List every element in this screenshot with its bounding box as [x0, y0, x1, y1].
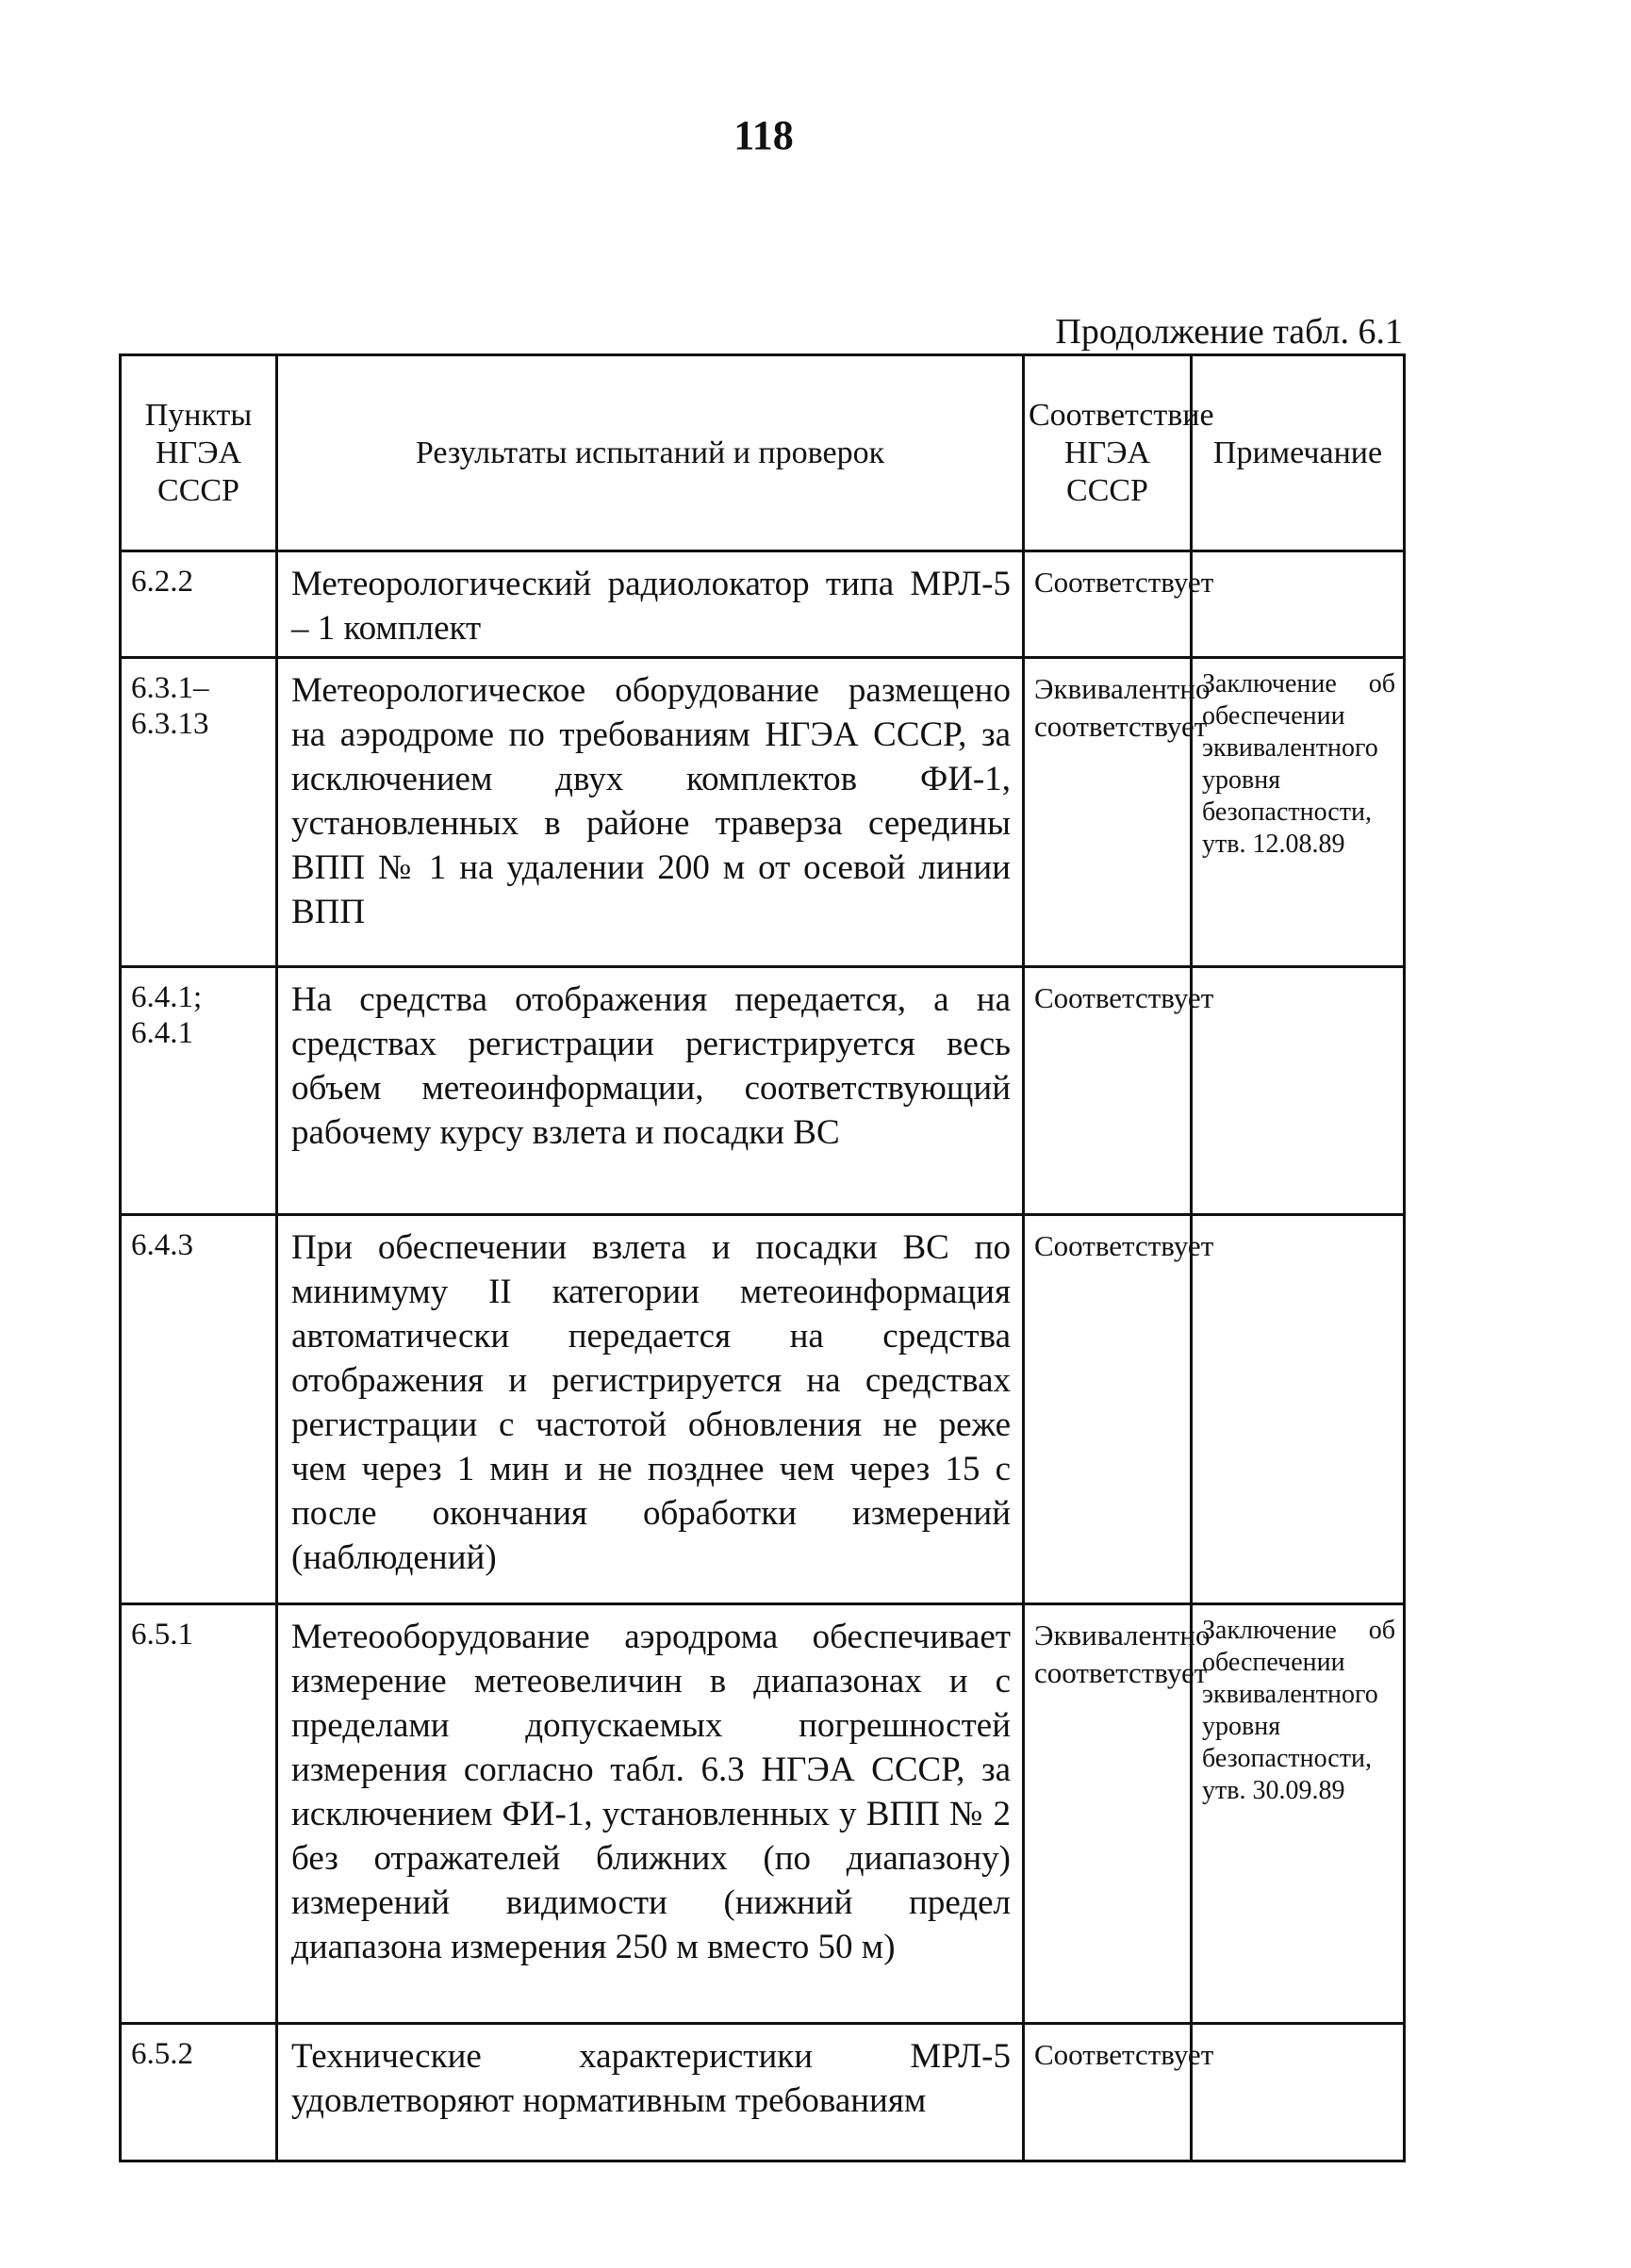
table-row — [121, 658, 1405, 967]
table-row — [121, 1604, 1405, 2024]
header-compliance: Соответствие НГЭА СССР — [1024, 355, 1192, 551]
point-cell: 6.5.2 — [121, 2024, 277, 2161]
point-cell: 6.3.1– 6.3.13 — [121, 658, 277, 967]
note-cell — [1192, 551, 1405, 658]
compliance-cell: Соответствует — [1024, 2024, 1192, 2161]
point-cell: 6.4.1; 6.4.1 — [121, 967, 277, 1215]
header-point: Пункты НГЭА СССР — [121, 355, 277, 551]
point-cell: 6.2.2 — [121, 551, 277, 658]
table-row — [121, 1215, 1405, 1604]
compliance-cell: Эквивалентно соответствует — [1024, 658, 1192, 967]
point-cell: 6.4.3 — [121, 1215, 277, 1604]
header-note: Примечание — [1192, 355, 1405, 551]
compliance-cell: Соответствует — [1024, 551, 1192, 658]
table-row — [121, 967, 1405, 1215]
table-row — [121, 2024, 1405, 2161]
note-cell — [1192, 1215, 1405, 1604]
result-cell: Метеорологическое оборудование размещено на аэродроме по требованиям НГЭА СССР, за исключением двух комплектов ФИ-1, установленных в районе траверза середины ВПП № 1 на удалении 200 м от осевой линии ВПП — [277, 658, 1024, 967]
note-cell: Заключение об обеспечении эквивалентного уровня безопастности, утв. 12.08.89 — [1192, 658, 1405, 967]
header-result: Результаты испытаний и проверок — [277, 355, 1024, 551]
table-header-row — [121, 355, 1405, 551]
result-cell: При обеспечении взлета и посадки ВС по минимуму II категории метеоинформация автоматически передается на средства отображения и регистрируется на средствах регистрации с частотой обновления не реже чем через 1 мин и не позднее чем через 15 с после окончания обработки измерений (наблюдений) — [277, 1215, 1024, 1604]
result-cell: Метеооборудование аэродрома обеспечивает измерение метеовеличин в диапазонах и с пределами допускаемых погрешностей измерения согласно табл. 6.3 НГЭА СССР, за исключением ФИ-1, установленных у ВПП № 2 без отражателей ближних (по диапазону) измерений видимости (нижний предел диапазона измерения 250 м вместо 50 м) — [277, 1604, 1024, 2024]
note-cell — [1192, 967, 1405, 1215]
table-continuation-label: Продолжение табл. 6.1 — [1055, 312, 1403, 352]
compliance-cell: Эквивалентно соответствует — [1024, 1604, 1192, 2024]
result-cell: На средства отображения передается, а на средствах регистрации регистрируется весь объем метеоинформации, соответствующий рабочему курсу взлета и посадки ВС — [277, 967, 1024, 1215]
note-cell — [1192, 2024, 1405, 2161]
note-cell: Заключение об обеспечении эквивалентного уровня безопастности, утв. 30.09.89 — [1192, 1604, 1405, 2024]
compliance-cell: Соответствует — [1024, 1215, 1192, 1604]
compliance-cell: Соответствует — [1024, 967, 1192, 1215]
result-cell: Метеорологический радиолокатор типа МРЛ-5 – 1 комплект — [277, 551, 1024, 658]
point-cell: 6.5.1 — [121, 1604, 277, 2024]
table-row — [121, 551, 1405, 658]
page-number: 118 — [733, 112, 794, 158]
result-cell: Технические характеристики МРЛ-5 удовлетворяют нормативным требованиям — [277, 2024, 1024, 2161]
results-table — [119, 353, 1406, 2162]
